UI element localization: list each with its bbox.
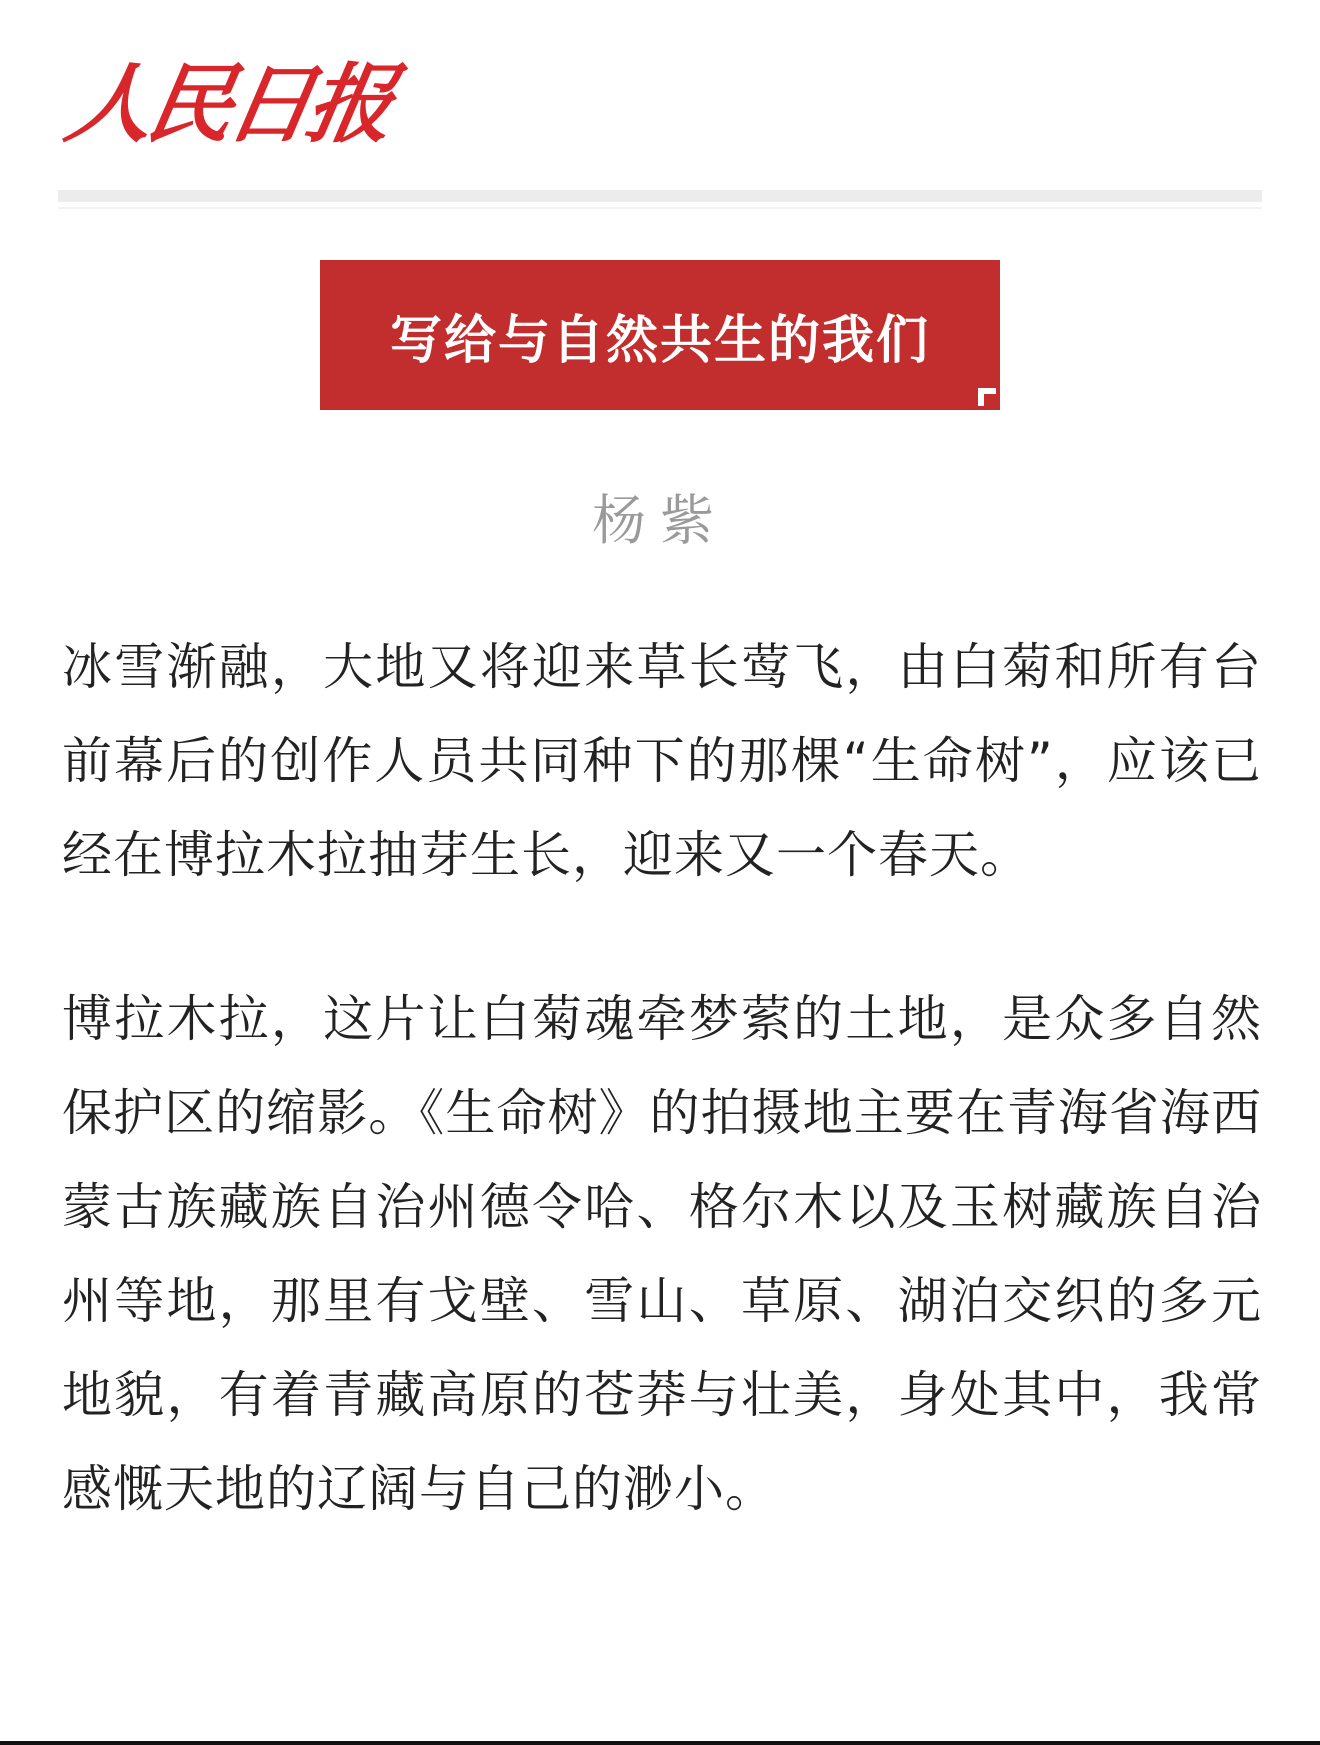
article-paragraph: 冰雪渐融，大地又将迎来草长莺飞，由白菊和所有台前幕后的创作人员共同种下的那棵“生命树”，应该已经在博拉木拉抽芽生长，迎来又一个春天。 (62, 638, 1262, 884)
newspaper-logo: 人民日报 (58, 54, 397, 155)
article-author: 杨紫 (592, 489, 728, 552)
bottom-edge-bar (0, 1741, 1320, 1745)
corner-bracket-icon (978, 388, 996, 406)
article-body (62, 620, 1262, 1606)
header-divider (58, 190, 1262, 202)
masthead (58, 50, 397, 160)
article-paragraph: 博拉木拉，这片让白菊魂牵梦萦的土地，是众多自然保护区的缩影。《生命树》的拍摄地主要在青海省海西蒙古族藏族自治州德令哈、格尔木以及玉树藏族自治州等地，那里有戈壁、雪山、草原、湖泊交织的多元地貌，有着青藏高原的苍莽与壮美，身处其中，我常感慨天地的辽阔与自己的渺小。 (62, 990, 1262, 1518)
article-title: 写给与自然共生的我们 (389, 310, 930, 371)
article-title-banner (320, 260, 1000, 410)
header-divider-thin (58, 207, 1262, 209)
